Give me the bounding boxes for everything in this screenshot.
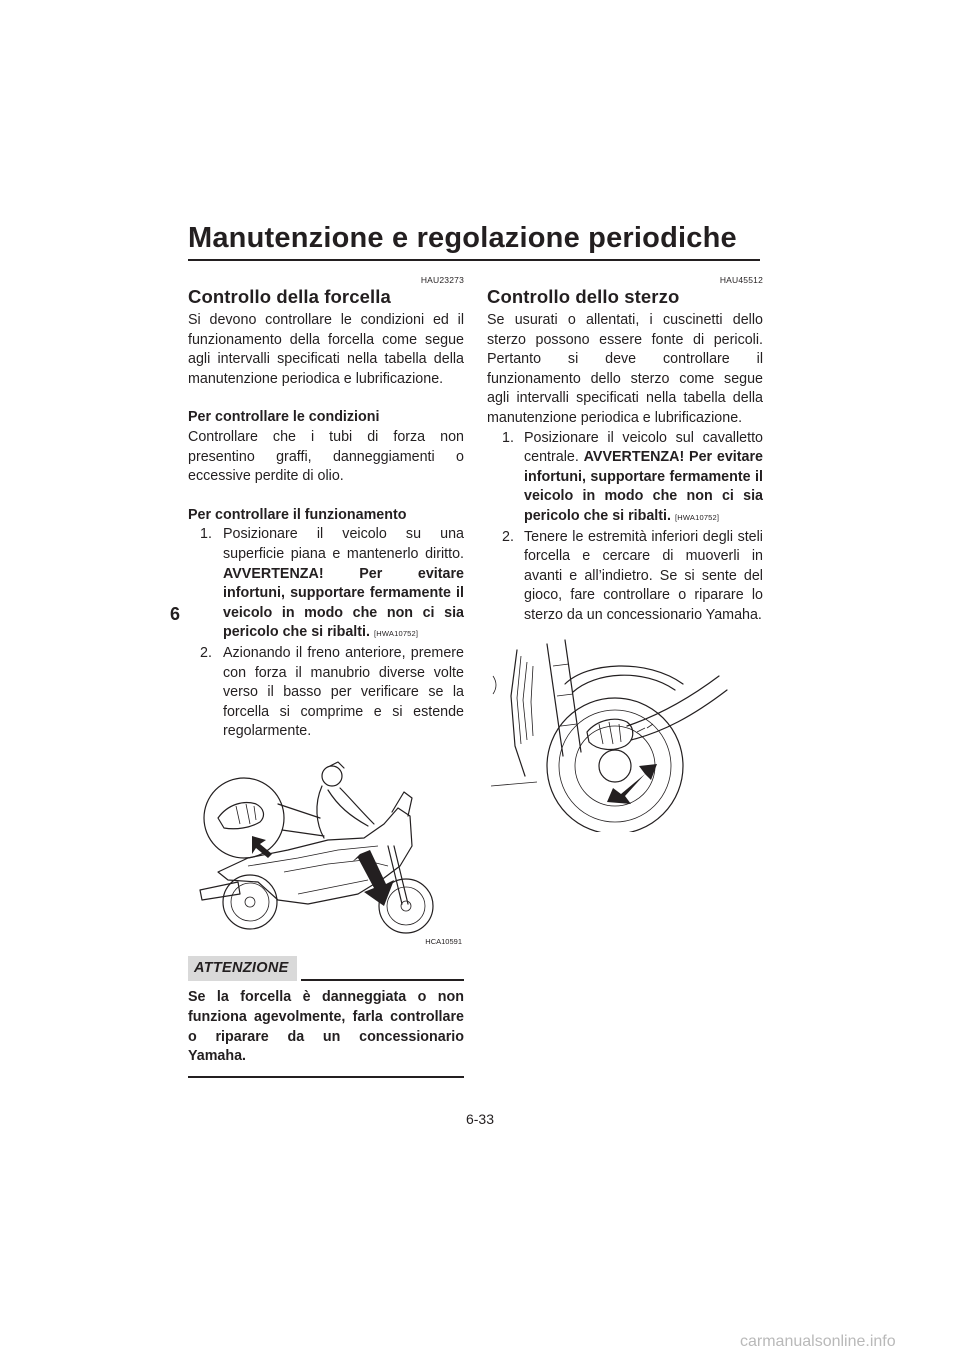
section-title-steering-check: Controllo dello sterzo xyxy=(487,286,680,307)
list-item xyxy=(188,644,464,742)
motorcycle-illustration xyxy=(188,754,464,950)
section-code: HAU23273 xyxy=(420,275,464,285)
step-number: 1. xyxy=(200,526,212,543)
left-column xyxy=(188,275,464,1078)
condition-heading: Per controllare le condizioni xyxy=(188,409,380,426)
warning-ref-code: [HWA10752] xyxy=(373,629,419,639)
caution-header xyxy=(188,956,464,982)
caution-text: Se la forcella è danneggiata o non funziona agevolmente, farla controllare o riparare da un concessionario Yamaha. xyxy=(188,989,464,1065)
step-number: 2. xyxy=(200,644,212,661)
section-title-fork-check: Controllo della forcella xyxy=(188,286,391,307)
list-item xyxy=(188,525,464,644)
steering-intro-text: Se usurati o allentati, i cuscinetti dello sterzo possono essere fonte di pericoli. Pertanto si deve controllare il funzionamento dello sterzo come segue agli intervalli specificati nella tabella della manutenzione periodica e lubrificazione. xyxy=(487,312,763,426)
fork-intro-text: Si devono controllare le condizioni ed il funzionamento della forcella come segue agli intervalli specificati nella tabella della manutenzione periodica e lubrificazione. xyxy=(188,312,464,387)
page-header-title: Manutenzione e regolazione periodiche xyxy=(188,222,737,254)
function-heading: Per controllare il funzionamento xyxy=(188,506,407,523)
warning-text: AVVERTENZA! Per evitare infortuni, supportare fermamente il veicolo in modo che non ci sia pericolo che si ribalti. xyxy=(223,565,464,641)
section-code: HAU45512 xyxy=(719,275,763,285)
list-item xyxy=(487,528,763,626)
step-text: Tenere le estremità inferiori degli steli forcella e cercare di muoverli in avanti e all’indietro. Se si sente del gioco, fare controllare o riparare lo sterzo da un concessionario Yamaha. xyxy=(524,528,763,623)
steering-check-figure xyxy=(487,636,763,832)
step-text: Posizionare il veicolo su una superficie piana e mantenerlo diritto. xyxy=(223,526,464,562)
warning-text: AVVERTENZA! Per evitare infortuni, supportare fermamente il veicolo in modo che non ci sia pericolo che si ribalti. xyxy=(524,449,763,524)
condition-text: Controllare che i tubi di forza non presentino graffi, danneggiamenti o eccessive perdite di olio. xyxy=(188,428,464,485)
caution-label: ATTENZIONE xyxy=(188,956,297,982)
fork-steps-list xyxy=(188,525,464,742)
caution-divider xyxy=(301,979,464,981)
warning-ref-code: [HWA10752] xyxy=(674,512,720,522)
steering-check-illustration xyxy=(487,636,763,832)
list-item xyxy=(487,429,763,528)
page-number: 6-33 xyxy=(465,1111,495,1127)
step-text: Posizionare il veicolo sul cavalletto centrale. xyxy=(524,429,763,466)
figure-code: HCA10591 xyxy=(425,937,462,947)
right-column xyxy=(487,275,763,832)
caution-end-rule xyxy=(188,1076,464,1078)
step-number: 2. xyxy=(502,528,514,545)
motorcycle-fork-figure xyxy=(188,754,464,950)
header-rule xyxy=(188,259,760,261)
step-text: Azionando il freno anteriore, premere con forza il manubrio diverse volte verso il basso per verificare se la forcella si comprime e si estende regolarmente. xyxy=(223,644,464,740)
steering-steps-list xyxy=(487,429,763,626)
watermark: carmanualsonline.info xyxy=(740,1333,896,1350)
chapter-tab: 6 xyxy=(170,604,181,624)
step-number: 1. xyxy=(502,429,514,446)
